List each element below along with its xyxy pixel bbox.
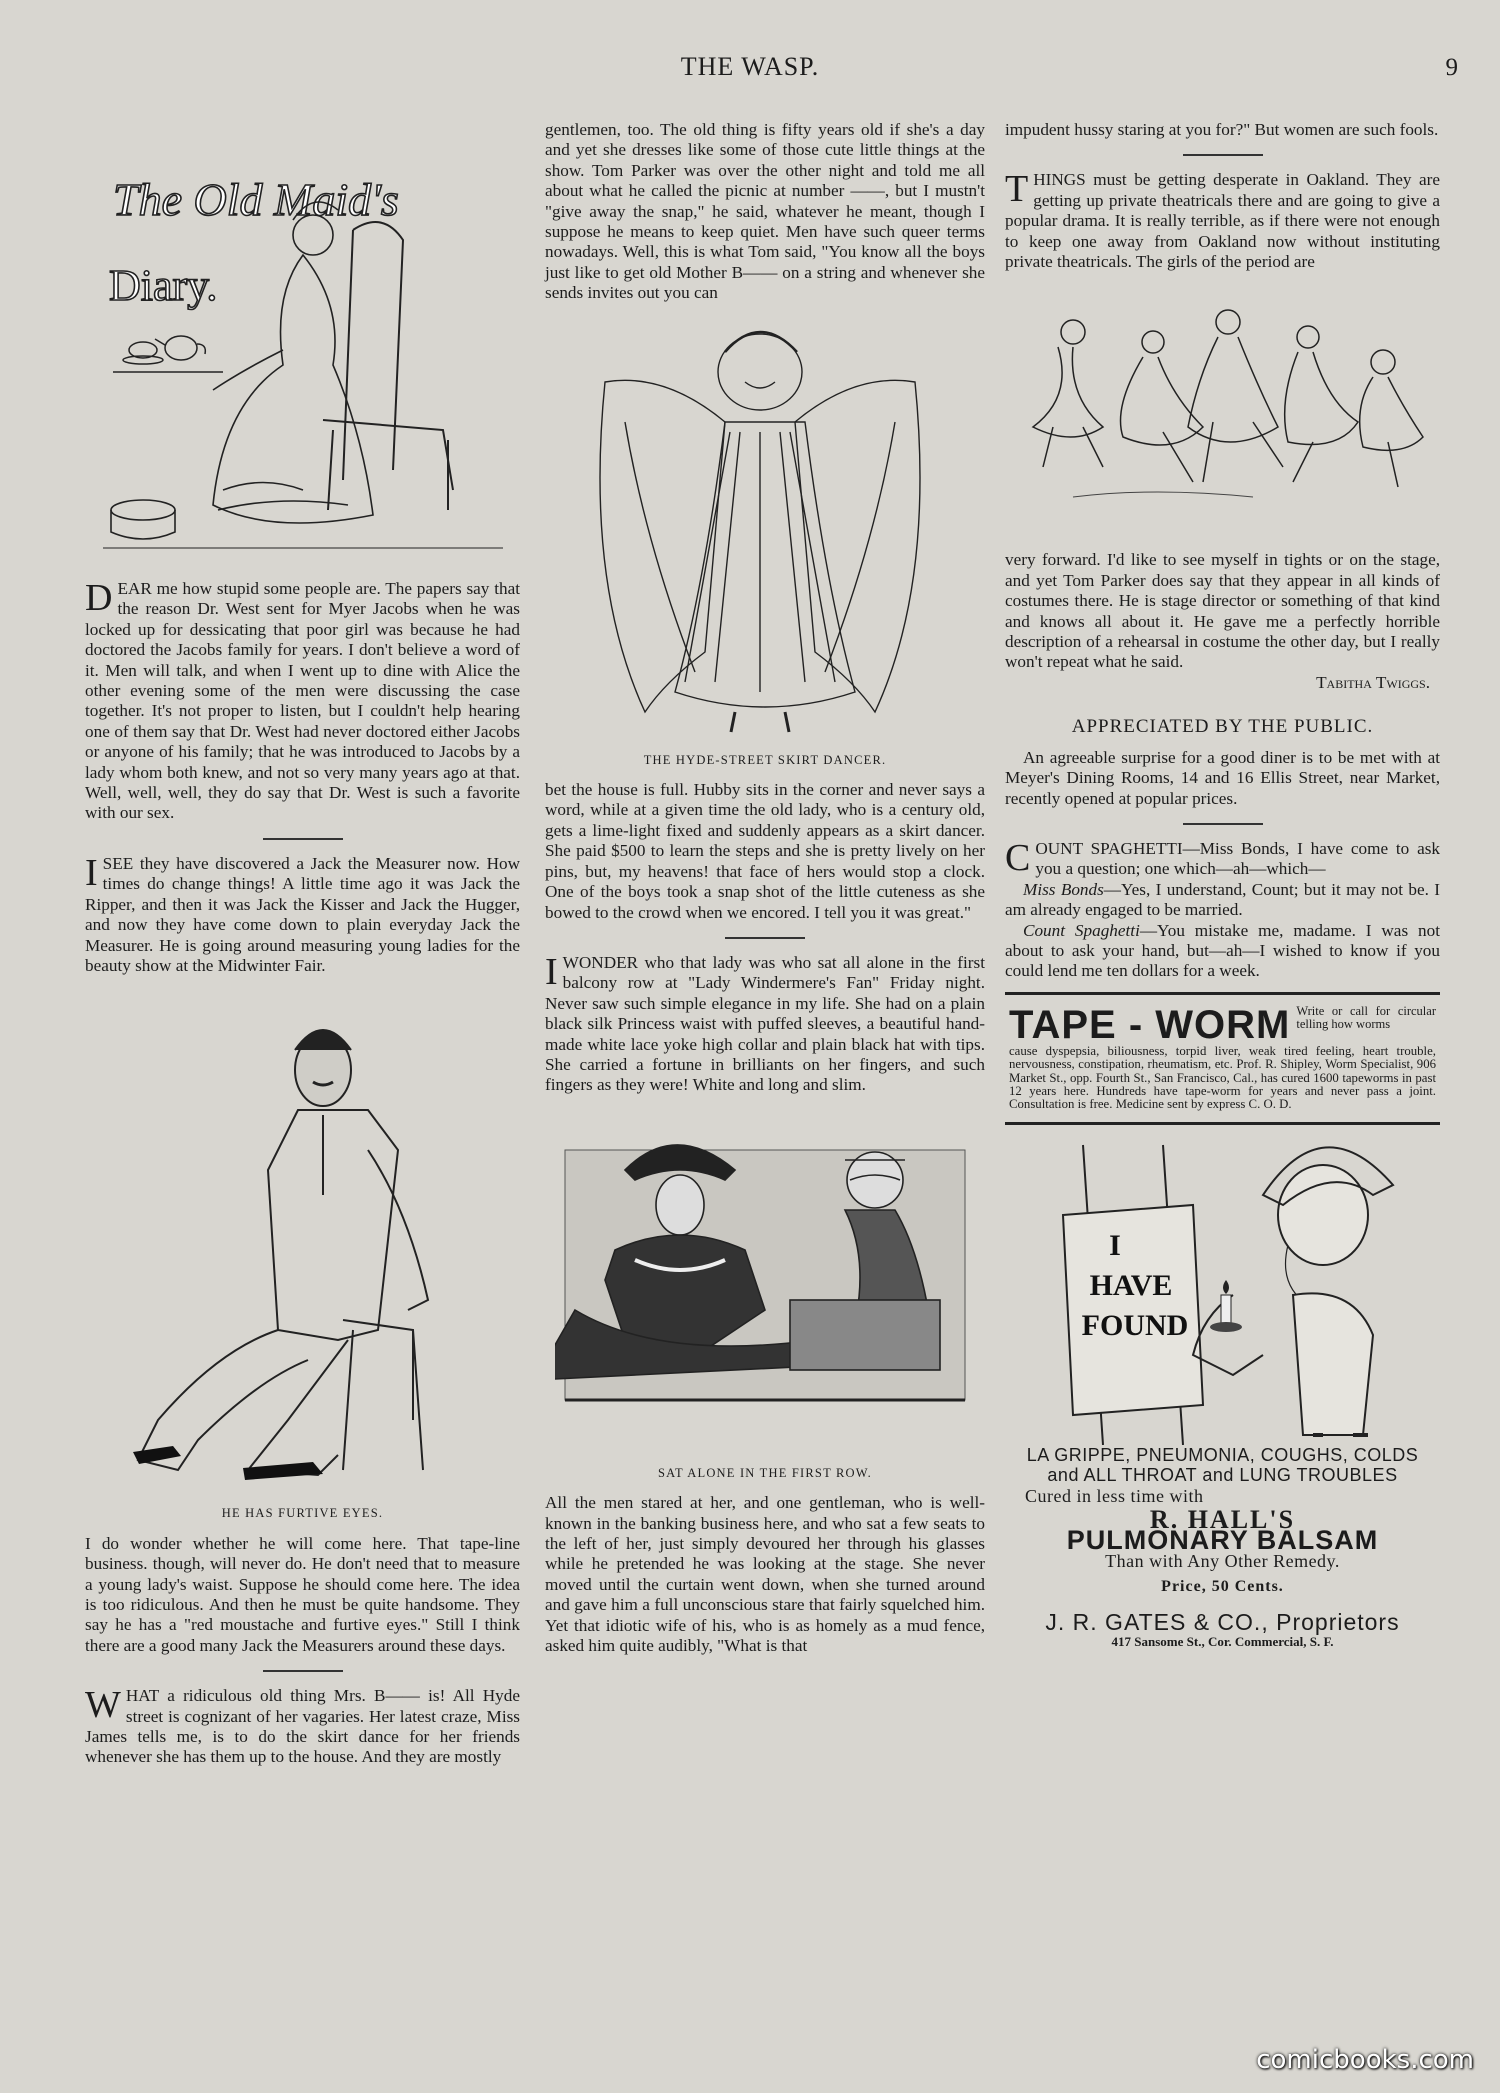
drop-cap: W <box>85 1684 121 1727</box>
ad-proprietor: J. R. GATES & CO., Proprietors <box>1045 1608 1400 1635</box>
i-have-found-illustration <box>1023 1135 1423 1445</box>
ad-address: 417 Sansome St., Cor. Commercial, S. F. <box>1111 1634 1334 1650</box>
drop-cap: T <box>1005 168 1029 211</box>
theater-lady-illustration <box>555 1110 975 1455</box>
ad-line-4: Than with Any Other Remedy. <box>1105 1550 1340 1571</box>
author-signature: Tabitha Twiggs. <box>1316 672 1430 692</box>
pulmonary-balsam-ad <box>1005 1445 1440 1653</box>
article-diary-p1: EAR me how stupid some people are. The papers say that the reason Dr. West sent for Myer Jacobs when he was locked up for dessicating that poor girl was because he had doctored the Jacobs family for years. I don't believe a word of it. Men will talk, and when I went up to dine with Alice the other evening some of the men were discussing the case together. It's not proper to listen, but I couldn't help hearing one of them say that Dr. West had never doctored either Jacobs or anyone of his family; that he was introduced to Jacobs by a lady whom both knew, and not so very many years ago at that. Well, well, well, they do say that Dr. West is such a favorite with our sex. <box>85 579 520 823</box>
tapeworm-ad <box>1005 992 1440 1125</box>
title-art-line2: Diary. <box>108 261 217 310</box>
section-divider <box>1183 823 1263 825</box>
section-divider <box>263 838 343 840</box>
figure-caption: HE HAS FURTIVE EYES. <box>221 1506 384 1521</box>
section-divider <box>1183 154 1263 156</box>
drop-cap: C <box>1005 836 1031 879</box>
article-mrs-b: HAT a ridiculous old thing Mrs. B—— is! All Hyde street is cognizant of her vagaries. Her latest craze, Miss James tells me, is to do the skirt dance for her friends whenever she has them up to the house. And they are mostly <box>85 1686 520 1767</box>
article-mrs-b-continued: gentlemen, too. The old thing is fifty years old if she's a day and yet she dresses like some of those cute little things at the show. Tom Parker was over the other night and told me all about what he called the picnic at number ——, but I mustn't "give away the snap," he said, whatever he meant, though I suppose he means to keep quiet. Men have such queer terms nowadays. Well, this is what Tom said, "You know all the boys just like to get old Mother B—— on a string and whenever she sends invites out you can <box>545 120 985 303</box>
count-dialogue-1: OUNT SPAGHETTI—Miss Bonds, I have come to ask you a question; one which—ah—which— <box>1035 838 1440 879</box>
figure-caption: THE HYDE-STREET SKIRT DANCER. <box>643 752 887 767</box>
old-maid-figure <box>213 202 373 523</box>
ad-line-3: Cured in less time with <box>1025 1485 1204 1506</box>
article-jack-measurer: SEE they have discovered a Jack the Measurer now. How times do change things! A little time ago it was Jack the Ripper, and then it was Jack the Kisser and Jack the Hugger, and now they have come down to plain everyday Jack the Measurer. He is going around measuring young ladies for the beauty show at the Midwinter Fair. <box>85 853 520 975</box>
count-dialogue-3: —You mistake me, madame. I was not about to ask your hand, but—ah—I wished to know if you could lend me ten dollars for a week. <box>1005 920 1440 981</box>
footstool-drawing <box>111 500 175 539</box>
sign-line1: I <box>1108 1228 1121 1262</box>
watermark: comicbooks.com <box>1256 2045 1474 2075</box>
dancing-girls-illustration <box>1013 282 1433 542</box>
article-skirt-dance: bet the house is full. Hubby sits in the corner and never says a word, while at a given time the old lady, who is a century old, gets a lime-light fixed and suddenly appears as a skirt dancer. She paid $500 to learn the steps and she is pretty lively on her pins, but, my heavens! that face of hers would stop a clock. One of the boys took a snap shot of the little cuteness as she bowed to the crowd when we encored. I tell you it was great." <box>545 780 985 922</box>
drop-cap: I <box>545 950 558 993</box>
sign-line2: HAVE <box>1089 1268 1172 1302</box>
tapeworm-body: cause dyspepsia, biliousness, torpid liver, weak tired feeling, heart trouble, nervousness, constipation, rheumatism, etc. Prof. R. Shipley, Worm Specialist, 906 Market St., opp. Fourth St., San Francisco, Cal., has cured 1600 tapeworms in past 12 years here. Hundreds have tape-worm for years and never pass a joint. Consultation is free. Medicine sent by express C. O. D. <box>1009 1043 1436 1112</box>
article-first-balcony: WONDER who that lady was who sat all alone in the first balcony row at "Lady Windermere's Fan" Friday night. Never saw such simple elegance in my life. She had on a plain black silk Princess waist with puffed sleeves, a beautiful hand-made white lace yoke high collar and plain black hat with tips. She carried a fortune in brilliants on her fingers, and such fingers as they were! White and long and slim. <box>545 952 985 1095</box>
appreciated-heading: APPRECIATED BY THE PUBLIC. <box>1071 716 1374 738</box>
title-art-line1: The Old Maid's <box>112 174 399 225</box>
candle-icon <box>1210 1280 1242 1332</box>
drop-cap: I <box>85 851 98 894</box>
masthead-title: THE WASP. <box>680 52 820 81</box>
drop-cap: D <box>85 577 113 619</box>
figure-caption: SAT ALONE IN THE FIRST ROW. <box>658 1465 872 1480</box>
skirt-dancer-illustration <box>565 322 965 742</box>
seated-man-illustration <box>113 990 493 1495</box>
tapeworm-title: TAPE - WORM <box>1009 1002 1291 1047</box>
speaker-name: Count Spaghetti <box>1023 920 1140 940</box>
column-right <box>1005 120 1440 1652</box>
section-divider <box>725 937 805 939</box>
column-middle <box>545 120 985 1656</box>
old-maid-diary-illustration <box>103 120 503 565</box>
page-number: 9 <box>1445 54 1458 81</box>
article-mrs-b-end: impudent hussy staring at you for?" But women are such fools. <box>1005 120 1439 139</box>
chair-drawing <box>323 222 453 510</box>
ad-price: Price, 50 Cents. <box>1161 1578 1284 1596</box>
ad-line-2: and ALL THROAT and LUNG TROUBLES <box>1047 1465 1398 1486</box>
ad-product: PULMONARY BALSAM <box>1066 1525 1379 1556</box>
teapot-icon <box>113 336 223 372</box>
column-left <box>85 120 520 1768</box>
article-measure-p3: I do wonder whether he will come here. That tape-line business. though, will never do. He don't need that to measure a young lady's waist. Suppose he should come here. The idea is too ridiculous. And then he must be quite handsome. They say he has a "red moustache and furtive eyes." Still I think there are a good many Jack the Measurers around these days. <box>85 1533 520 1655</box>
article-men-stared: All the men stared at her, and one gentleman, who is well-known in the banking business here, and who sat a few seats to the left of her, just simply devoured her through his glasses while he pretended he was looking at the stage. She never moved until the curtain went down, when she turned around and gave him a full unconscious stare that fairly squelched him. Yet that idiotic wife of his, who is as homely as a mud fence, asked him quite audibly, "What is that <box>545 1493 985 1655</box>
speaker-name: Miss Bonds <box>1023 879 1104 899</box>
article-forward-girls: very forward. I'd like to see myself in tights or on the stage, and yet Tom Parker does say that they appear in all kinds of costumes there. He is stage director or something of that kind and knows all about it. He gave me a perfectly horrible description of a rehearsal in costume the other day, but I really won't repeat what he said. <box>1005 550 1440 672</box>
article-oakland: HINGS must be getting desperate in Oakland. They are getting up private theatricals there and are going to give a popular drama. It is really terrible, as if there were not enough to keep one away from Oakland now without instituting private theatricals. The girls of the period are <box>1005 170 1440 272</box>
section-divider <box>263 1670 343 1672</box>
ad-brand: R. HALL'S <box>1149 1505 1296 1534</box>
count-dialogue-2: —Yes, I understand, Count; but it may not be. I am already engaged to be married. <box>1005 879 1440 920</box>
tapeworm-side-text: Write or call for circular telling how worms <box>1296 1003 1436 1031</box>
sign-line3: FOUND <box>1081 1308 1188 1342</box>
ad-line-1: LA GRIPPE, PNEUMONIA, COUGHS, COLDS <box>1026 1444 1419 1465</box>
appreciated-text: An agreeable surprise for a good diner is to be met with at Meyer's Dining Rooms, 14 and 16 Ellis Street, near Market, recently opened at popular prices. <box>1005 747 1440 808</box>
